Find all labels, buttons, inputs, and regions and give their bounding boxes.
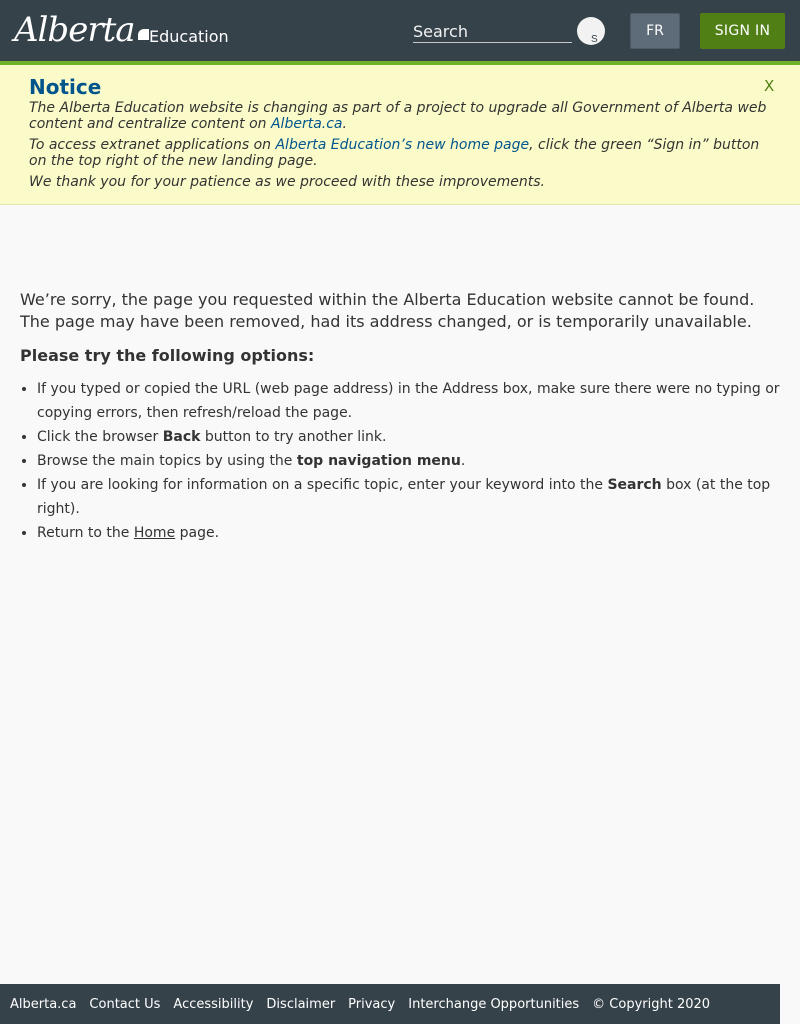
sign-in-button[interactable]: SIGN IN <box>700 13 785 49</box>
new-home-page-link[interactable]: Alberta Education’s new home page <box>275 137 530 153</box>
opt5-text-c: page. <box>175 525 220 541</box>
main-content <box>20 289 785 545</box>
notice-close-button[interactable]: X <box>764 77 775 95</box>
opt5-text-a: Return to the <box>37 525 134 541</box>
site-header <box>0 0 800 65</box>
home-link[interactable]: Home <box>133 525 176 541</box>
search-input[interactable] <box>413 20 572 42</box>
option-item-url: • If you typed or copied the URL (web page address) in the Address box, make sure there were no typing or copying errors, then refresh/reload the page. <box>37 377 785 425</box>
notice-p2-text: To access extranet applications on <box>29 137 276 153</box>
options-list <box>20 377 785 545</box>
opt3-text-a: Browse the main topics by using the <box>37 453 297 469</box>
logo-wordmark: Alberta <box>14 10 135 50</box>
footer-link-alberta-ca[interactable]: Alberta.ca <box>10 996 77 1012</box>
notice-paragraph-1 <box>29 100 769 132</box>
opt3-text-c: . <box>460 453 466 469</box>
opt2-text-c: button to try another link. <box>200 429 387 445</box>
option-item-search <box>37 473 785 521</box>
opt2-back-bold: Back <box>162 429 201 445</box>
alberta-ca-link[interactable]: Alberta.ca <box>270 116 343 132</box>
notice-banner <box>0 65 800 205</box>
opt2-text-a: Click the browser <box>37 429 163 445</box>
notice-paragraph-3: We thank you for your patience as we proceed with these improvements. <box>29 174 545 190</box>
opt4-text-c: box (at the top right). <box>37 477 771 517</box>
search-box <box>413 20 572 43</box>
search-button-glyph: S <box>591 34 598 45</box>
french-language-button[interactable]: FR <box>630 13 680 49</box>
option-item-home <box>37 521 785 545</box>
alberta-logo[interactable] <box>14 10 149 50</box>
options-heading: Please try the following options: <box>20 346 315 365</box>
notice-paragraph-2 <box>29 137 769 169</box>
logo-mark-icon <box>138 29 149 40</box>
footer-copyright: © Copyright 2020 <box>592 996 711 1012</box>
site-footer <box>0 984 780 1024</box>
opt3-nav-bold: top navigation menu <box>296 453 461 469</box>
notice-p2-end: , click the green “Sign in” button on the top right of the new landing page. <box>29 137 760 169</box>
notice-p1-end: . <box>342 116 347 132</box>
option-item-navigation <box>37 449 785 473</box>
opt4-text-a: If you are looking for information on a specific topic, enter your keyword into the <box>37 477 608 493</box>
opt4-search-bold: Search <box>607 477 662 493</box>
department-name[interactable]: Education <box>149 27 229 46</box>
footer-link-disclaimer[interactable]: Disclaimer <box>266 996 336 1012</box>
footer-link-interchange-opportunities[interactable]: Interchange Opportunities <box>408 996 580 1012</box>
footer-link-contact-us[interactable]: Contact Us <box>89 996 161 1012</box>
option-item-back <box>37 425 785 449</box>
footer-link-privacy[interactable]: Privacy <box>348 996 396 1012</box>
notice-p1-text: The Alberta Education website is changing as part of a project to upgrade all Government of Alberta web content and centralize content on <box>29 100 767 132</box>
notice-title: Notice <box>29 75 102 99</box>
search-button[interactable] <box>577 17 605 45</box>
footer-link-accessibility[interactable]: Accessibility <box>173 996 254 1012</box>
not-found-message: We’re sorry, the page you requested within the Alberta Education website cannot be found. The page may have been removed, had its address changed, or is temporarily unavailable. <box>20 290 755 331</box>
